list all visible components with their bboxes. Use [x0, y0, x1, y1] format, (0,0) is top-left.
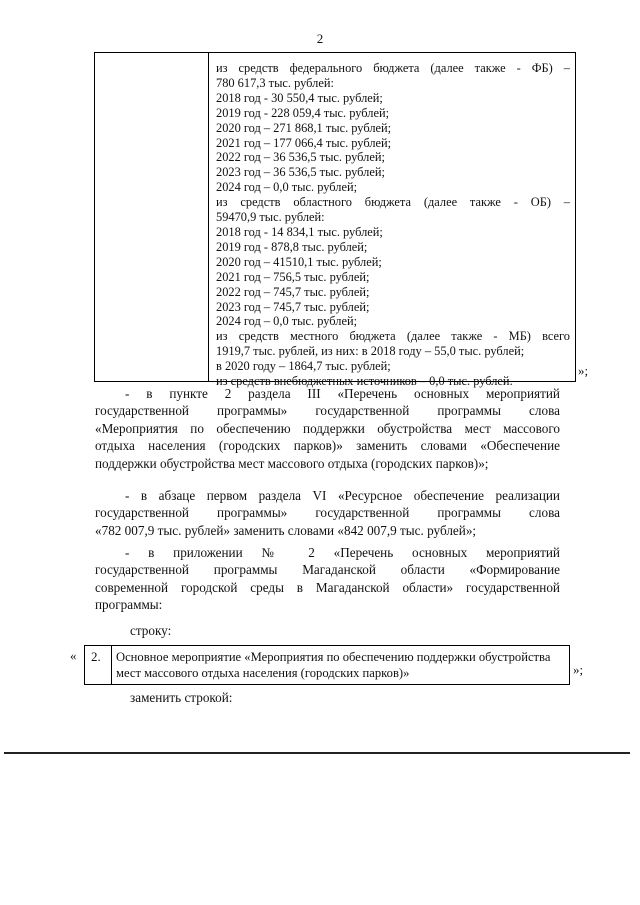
funding-line: из средств местного бюджета (далее также - МБ) всего: [216, 329, 570, 344]
paragraph-line: отдыха населения (городских парков)» заменить словами «Обеспечение: [95, 438, 560, 454]
replace-label: заменить строкой:: [130, 690, 233, 705]
row-table: [84, 645, 570, 685]
funding-line: 2020 год – 41510,1 тыс. рублей;: [216, 254, 382, 269]
funding-line: 2018 год - 14 834,1 тыс. рублей;: [216, 224, 383, 239]
table-column-divider: [208, 53, 209, 381]
funding-line: 2019 год - 228 059,4 тыс. рублей;: [216, 105, 390, 120]
paragraph-section-iii: [95, 385, 560, 472]
funding-line: 780 617,3 тыс. рублей:: [216, 75, 334, 90]
paragraph-section-vi: [95, 487, 560, 539]
paragraph-line: - в приложении № 2 «Перечень основных мероприятий: [125, 545, 560, 560]
funding-line: 59470,9 тыс. рублей:: [216, 210, 325, 225]
paragraph-line: поддержки обустройства мест массового отдыха (городских парков)»;: [95, 455, 489, 471]
row-open-quote: «: [70, 648, 77, 663]
row-column-divider: [111, 646, 112, 684]
paragraph-line: «Мероприятия по обеспечению поддержки обустройства мест массового: [95, 420, 560, 436]
paragraph-appendix-2: [95, 544, 560, 614]
funding-line: 2020 год – 271 868,1 тыс. рублей;: [216, 120, 392, 135]
funding-line: из средств внебюджетных источников – 0,0 тыс. рублей.: [216, 374, 513, 389]
funding-line: в 2020 году – 1864,7 тыс. рублей;: [216, 359, 391, 374]
paragraph-line: современной городской среды в Магаданской области» государственной: [95, 579, 560, 595]
funding-line: из средств федерального бюджета (далее также - ФБ) –: [216, 61, 570, 75]
funding-line: 2022 год – 745,7 тыс. рублей;: [216, 284, 370, 299]
funding-line: 2019 год - 878,8 тыс. рублей;: [216, 239, 368, 254]
funding-line: 2024 год – 0,0 тыс. рублей;: [216, 314, 358, 329]
funding-line: из средств областного бюджета (далее также - ОБ) –: [216, 195, 570, 210]
funding-lines: [216, 61, 570, 389]
table-closing-quote: »;: [578, 363, 589, 378]
funding-line: 2023 год – 745,7 тыс. рублей;: [216, 299, 370, 314]
row-number: 2.: [91, 649, 101, 664]
row-description: Основное мероприятие «Мероприятия по обеспечению поддержки обустройства мест массового отдыха населения (городских парков)»: [116, 650, 551, 681]
funding-line: 2022 год – 36 536,5 тыс. рублей;: [216, 150, 385, 165]
funding-table: [94, 52, 576, 389]
paragraph-line: «782 007,9 тыс. рублей» заменить словами «842 007,9 тыс. рублей»;: [95, 522, 477, 538]
paragraph-line: государственной программы» государственной программы слова: [95, 505, 560, 521]
funding-line: 2024 год – 0,0 тыс. рублей;: [216, 180, 358, 195]
paragraph-line: - в пункте 2 раздела III «Перечень основных мероприятий: [125, 386, 560, 401]
funding-line: 2023 год – 36 536,5 тыс. рублей;: [216, 165, 385, 180]
stroku-label: строку:: [130, 623, 172, 638]
funding-line: 2018 год - 30 550,4 тыс. рублей;: [216, 90, 383, 105]
page-number: 2: [316, 31, 324, 46]
paragraph-line: программы:: [95, 597, 163, 613]
funding-line: 1919,7 тыс. рублей, из них: в 2018 году – 55,0 тыс. рублей;: [216, 344, 525, 359]
bottom-rule: [4, 752, 630, 754]
funding-line: 2021 год – 177 066,4 тыс. рублей;: [216, 135, 392, 150]
funding-line: 2021 год – 756,5 тыс. рублей;: [216, 269, 370, 284]
paragraph-line: государственной программы Магаданской области «Формирование: [95, 562, 560, 578]
paragraph-line: государственной программы» государственной программы слова: [95, 403, 560, 419]
paragraph-line: - в абзаце первом раздела VI «Ресурсное обеспечение реализации: [125, 488, 560, 503]
row-close-quote: »;: [573, 662, 584, 677]
